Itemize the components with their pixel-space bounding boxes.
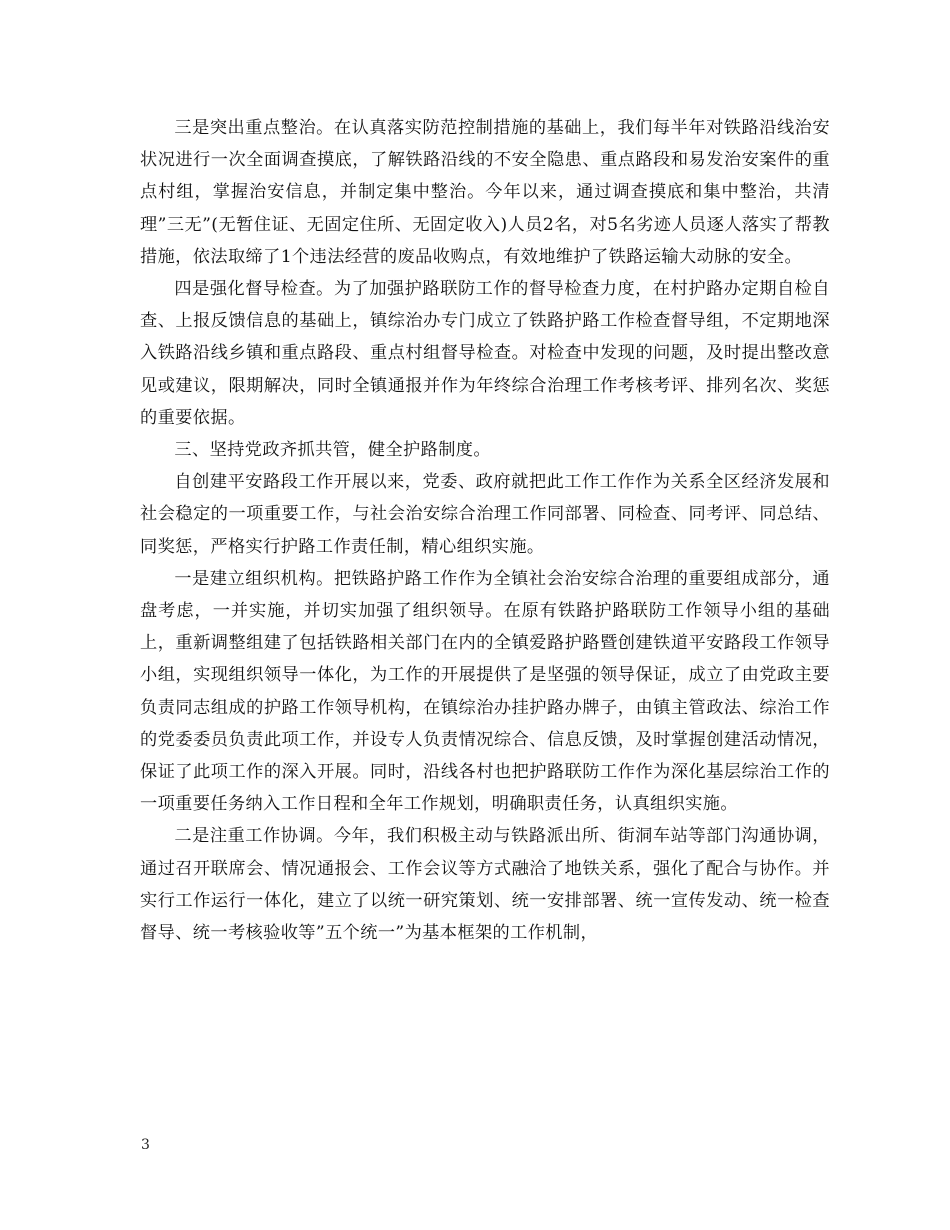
paragraph-work-coordination: 二是注重工作协调。今年，我们积极主动与铁路派出所、街洞车站等部门沟通协调，通过召开联席会、情况通报会、工作会议等方式融洽了地铁关系，强化了配合与协作。并实行工作运行一体化，建立了以统一研究策划、统一安排部署、统一宣传发动、统一检查督导、统一考核验收等”五个统一”为基本框架的工作机制， [140, 826, 830, 944]
paragraph-safe-section-creation: 自创建平安路段工作开展以来，党委、政府就把此工作工作作为关系全区经济发展和社会稳定的一项重要工作，与社会治安综合治理工作同部署、同检查、同考评、同总结、同奖惩，严格实行护路工作责任制，精心组织实施。 [140, 472, 830, 557]
section-heading: 三、坚持党政齐抓共管，健全护路制度。 [174, 440, 491, 461]
paragraph-key-point-rectification: 三是突出重点整治。在认真落实防范控制措施的基础上，我们每半年对铁路沿线治安状况进行一次全面调查摸底，了解铁路沿线的不安全隐患、重点路段和易发治安案件的重点村组，掌握治安信息，并制定集中整治。今年以来，通过调查摸底和集中整治，共清理”三无”(无暂住证、无固定住所、无固定收入)人员2名，对5名劣迹人员逐人落实了帮教措施，依法取缔了1个违法经营的废品收购点，有效地维护了铁路运输大动脉的安全。 [140, 118, 830, 267]
page-number: 3 [141, 1137, 150, 1153]
paragraph-organization-structure: 一是建立组织机构。把铁路护路工作作为全镇社会治安综合治理的重要组成部分，通盘考虑，一并实施，并切实加强了组织领导。在原有铁路护路联防工作领导小组的基础上，重新调整组建了包括铁路相关部门在内的全镇爱路护路暨创建铁道平安路段工作领导小组，实现组织领导一体化，为工作的开展提供了是坚强的领导保证，成立了由党政主要负责同志组成的护路工作领导机构，在镇综治办挂护路办牌子，由镇主管政法、综治工作的党委委员负责此项工作，并设专人负责情况综合、信息反馈，及时掌握创建活动情况，保证了此项工作的深入开展。同时，沿线各村也把护路联防工作作为深化基层综治工作的一项重要任务纳入工作日程和全年工作规划，明确职责任务，认真组织实施。 [140, 568, 830, 815]
document-body [140, 112, 830, 949]
paragraph-supervision-inspection: 四是强化督导检查。为了加强护路联防工作的督导检查力度，在村护路办定期自检自查、上报反馈信息的基础上，镇综治办专门成立了铁路护路工作检查督导组，不定期地深入铁路沿线乡镇和重点路段、重点村组督导检查。对检查中发现的问题，及时提出整改意见或建议，限期解决，同时全镇通报并作为年终综合治理工作考核考评、排列名次、奖惩的重要依据。 [140, 279, 830, 428]
